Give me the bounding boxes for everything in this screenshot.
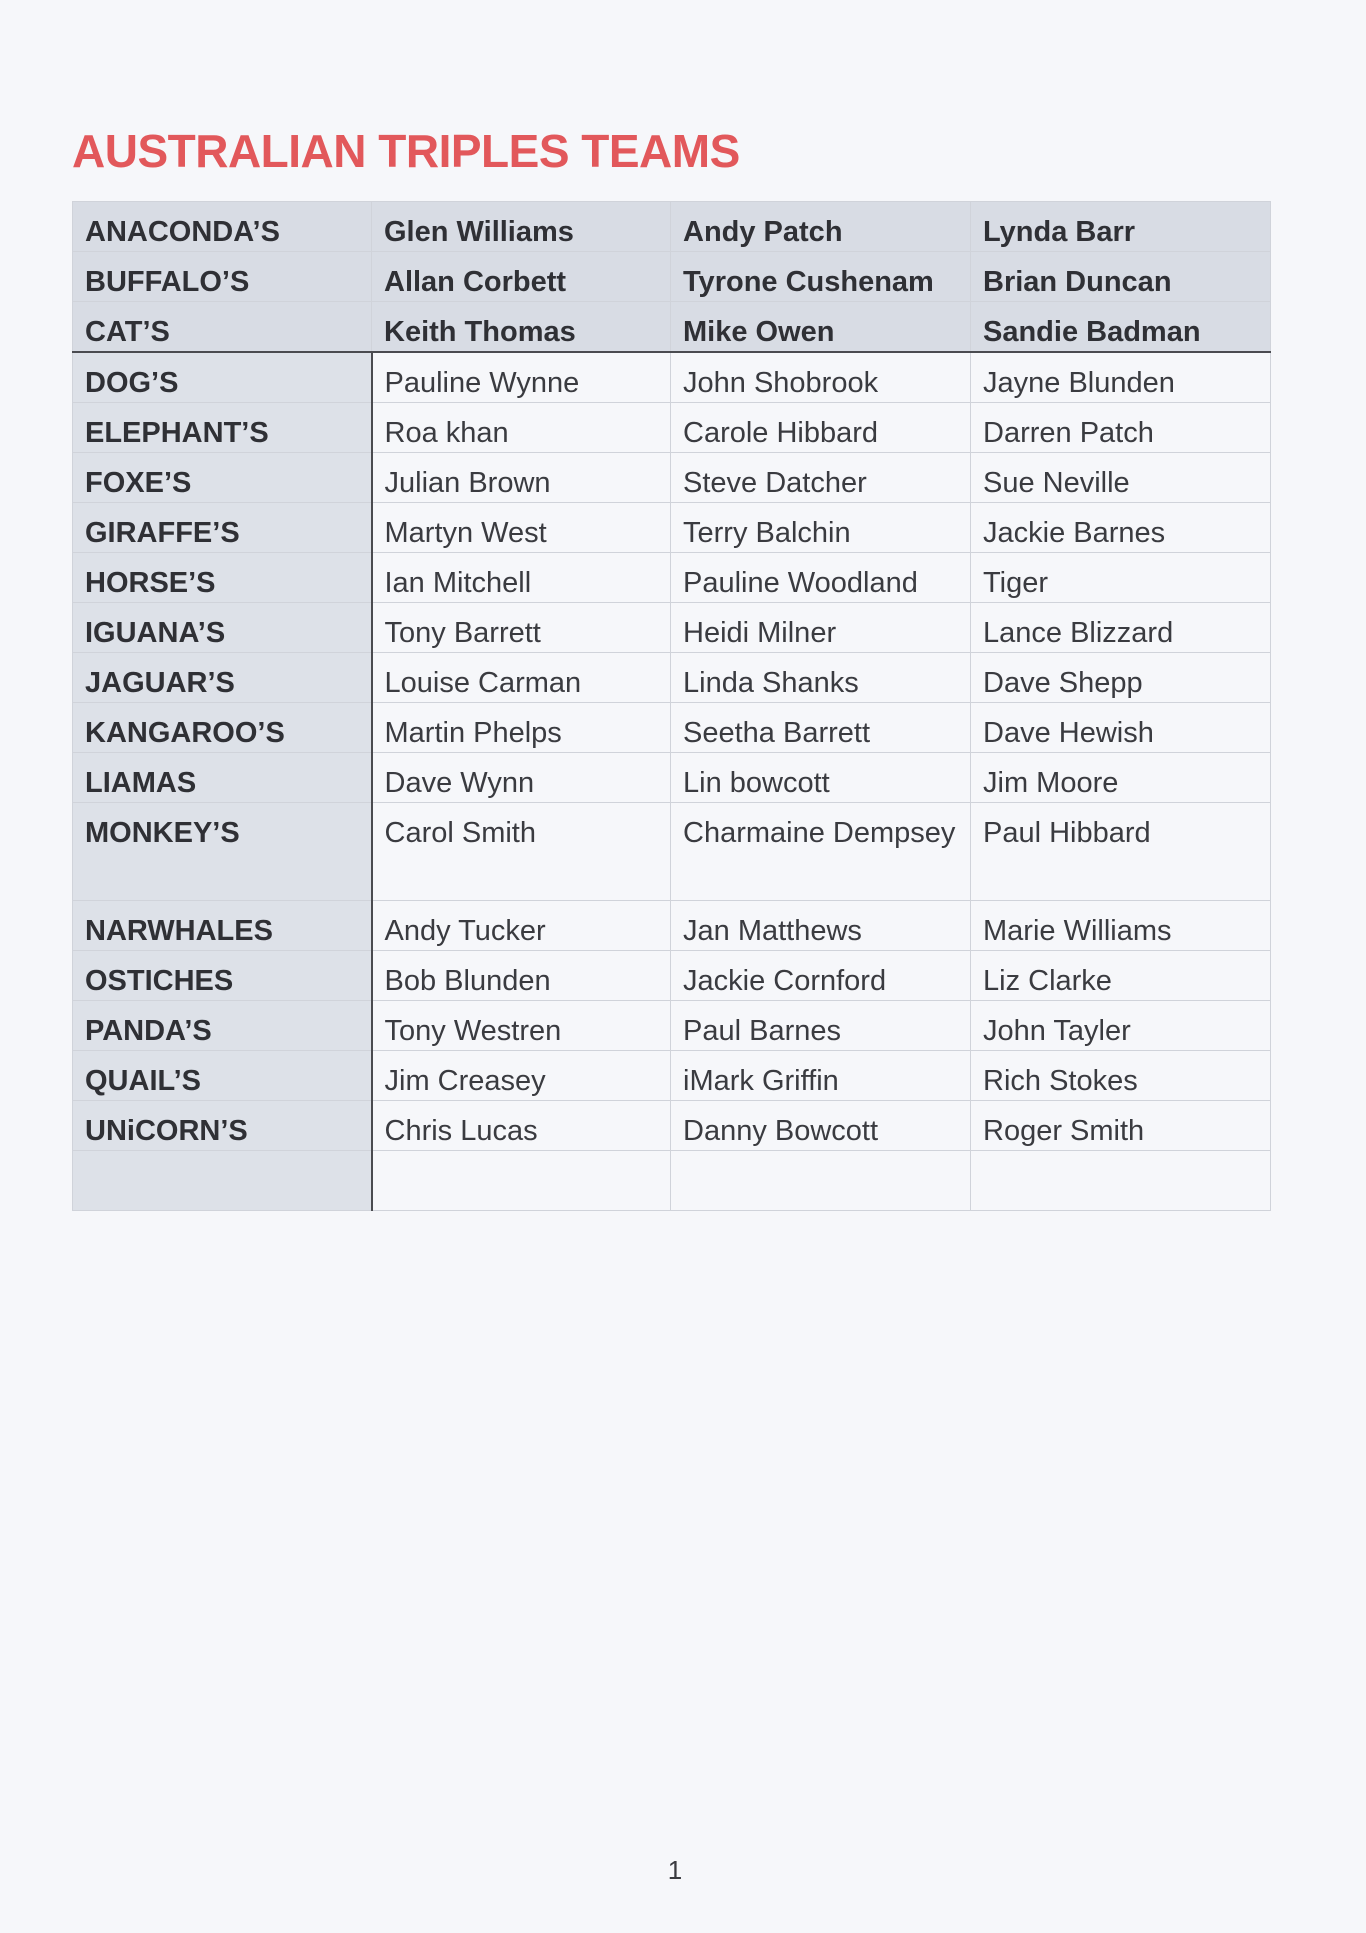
table-row	[73, 703, 1271, 753]
team-name: LIAMAS	[73, 753, 372, 803]
player-name: Jayne Blunden	[971, 352, 1271, 403]
player-name: Pauline Woodland	[671, 553, 971, 603]
team-name: IGUANA’S	[73, 603, 372, 653]
player-name: Paul Hibbard	[971, 803, 1271, 901]
player-name: Keith Thomas	[372, 302, 671, 353]
empty-cell	[372, 1151, 671, 1211]
table-row	[73, 503, 1271, 553]
table-row	[73, 901, 1271, 951]
player-name: Glen Williams	[372, 202, 671, 252]
player-name: Darren Patch	[971, 403, 1271, 453]
player-name: Lynda Barr	[971, 202, 1271, 252]
player-name: John Tayler	[971, 1001, 1271, 1051]
team-name: HORSE’S	[73, 553, 372, 603]
player-name: Jim Moore	[971, 753, 1271, 803]
player-name: Dave Shepp	[971, 653, 1271, 703]
table-row	[73, 302, 1271, 353]
player-name: Charmaine Dempsey	[671, 803, 971, 901]
player-name: Ian Mitchell	[372, 553, 671, 603]
team-name: MONKEY’S	[73, 803, 372, 901]
player-name: Terry Balchin	[671, 503, 971, 553]
team-name: DOG’S	[73, 352, 372, 403]
team-name: NARWHALES	[73, 901, 372, 951]
team-name: CAT’S	[73, 302, 372, 353]
empty-cell	[971, 1151, 1271, 1211]
player-name: Jim Creasey	[372, 1051, 671, 1101]
player-name: Andy Patch	[671, 202, 971, 252]
player-name: Allan Corbett	[372, 252, 671, 302]
player-name: Steve Datcher	[671, 453, 971, 503]
empty-cell	[671, 1151, 971, 1211]
table-row	[73, 202, 1271, 252]
player-name: Dave Wynn	[372, 753, 671, 803]
player-name: Heidi Milner	[671, 603, 971, 653]
player-name: Sue Neville	[971, 453, 1271, 503]
team-name: JAGUAR’S	[73, 653, 372, 703]
player-name: Martyn West	[372, 503, 671, 553]
player-name: Martin Phelps	[372, 703, 671, 753]
page-number: 1	[667, 1855, 683, 1885]
team-name: KANGAROO’S	[73, 703, 372, 753]
table-row	[73, 803, 1271, 901]
empty-cell	[73, 1151, 372, 1211]
teams-table	[72, 201, 1271, 1211]
table-row	[73, 1001, 1271, 1051]
team-name: QUAIL’S	[73, 1051, 372, 1101]
player-name: Pauline Wynne	[372, 352, 671, 403]
player-name: Louise Carman	[372, 653, 671, 703]
player-name: Danny Bowcott	[671, 1101, 971, 1151]
table-row	[73, 1051, 1271, 1101]
table-row	[73, 1101, 1271, 1151]
player-name: Chris Lucas	[372, 1101, 671, 1151]
player-name: Julian Brown	[372, 453, 671, 503]
team-name: PANDA’S	[73, 1001, 372, 1051]
player-name: Carole Hibbard	[671, 403, 971, 453]
empty-table-row	[73, 1151, 1271, 1211]
team-name: FOXE’S	[73, 453, 372, 503]
player-name: Lance Blizzard	[971, 603, 1271, 653]
player-name: Mike Owen	[671, 302, 971, 353]
player-name: Roa khan	[372, 403, 671, 453]
player-name: Rich Stokes	[971, 1051, 1271, 1101]
player-name: Carol Smith	[372, 803, 671, 901]
team-name: BUFFALO’S	[73, 252, 372, 302]
player-name: Jackie Barnes	[971, 503, 1271, 553]
player-name: Tyrone Cushenam	[671, 252, 971, 302]
team-name: ELEPHANT’S	[73, 403, 372, 453]
table-row	[73, 352, 1271, 403]
team-name: ANACONDA’S	[73, 202, 372, 252]
table-row	[73, 252, 1271, 302]
player-name: Andy Tucker	[372, 901, 671, 951]
team-name: GIRAFFE’S	[73, 503, 372, 553]
player-name: iMark Griffin	[671, 1051, 971, 1101]
player-name: Linda Shanks	[671, 653, 971, 703]
table-row	[73, 951, 1271, 1001]
team-name: OSTICHES	[73, 951, 372, 1001]
player-name: Roger Smith	[971, 1101, 1271, 1151]
player-name: Tiger	[971, 553, 1271, 603]
player-name: John Shobrook	[671, 352, 971, 403]
player-name: Jan Matthews	[671, 901, 971, 951]
team-name: UNiCORN’S	[73, 1101, 372, 1151]
table-row	[73, 603, 1271, 653]
player-name: Paul Barnes	[671, 1001, 971, 1051]
table-row	[73, 753, 1271, 803]
player-name: Bob Blunden	[372, 951, 671, 1001]
table-row	[73, 403, 1271, 453]
player-name: Tony Barrett	[372, 603, 671, 653]
player-name: Marie Williams	[971, 901, 1271, 951]
player-name: Liz Clarke	[971, 951, 1271, 1001]
table-row	[73, 553, 1271, 603]
player-name: Brian Duncan	[971, 252, 1271, 302]
player-name: Seetha Barrett	[671, 703, 971, 753]
player-name: Dave Hewish	[971, 703, 1271, 753]
player-name: Lin bowcott	[671, 753, 971, 803]
page-title: AUSTRALIAN TRIPLES TEAMS	[72, 125, 740, 177]
player-name: Jackie Cornford	[671, 951, 971, 1001]
table-row	[73, 653, 1271, 703]
player-name: Tony Westren	[372, 1001, 671, 1051]
player-name: Sandie Badman	[971, 302, 1271, 353]
table-row	[73, 453, 1271, 503]
